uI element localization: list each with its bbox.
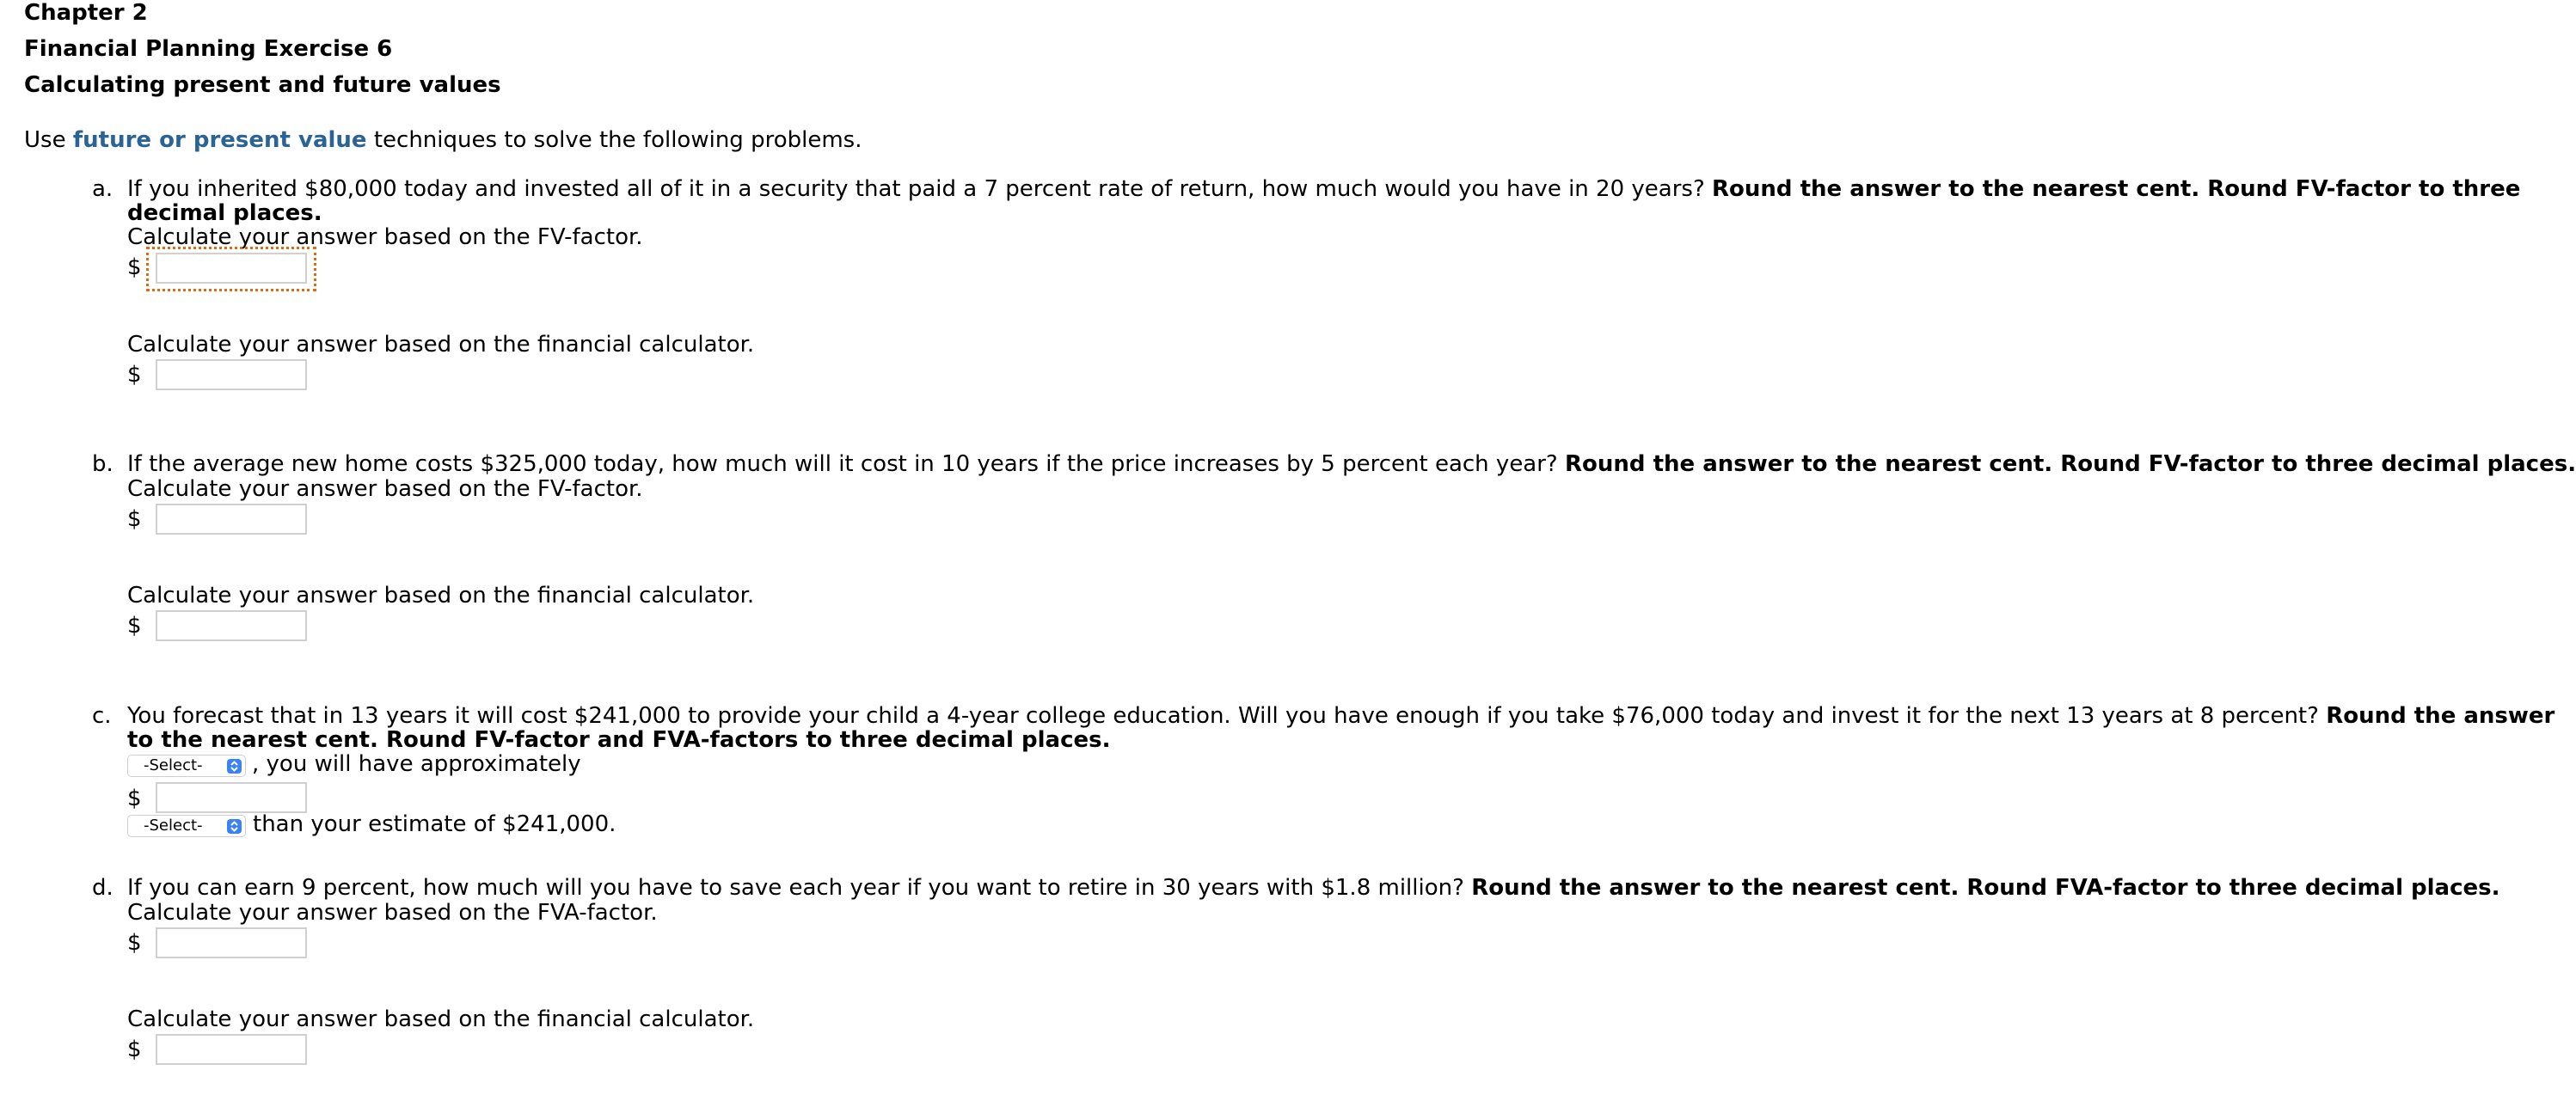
question-d-body: If you can earn 9 percent, how much will you have to save each year if you want to retire in 30 years with $1.8 million?: [127, 875, 1464, 901]
question-d-prompt-calc: Calculate your answer based on the financial calculator.: [127, 1006, 755, 1032]
question-a-calculator-input[interactable]: [156, 359, 307, 390]
question-a-prompt-factor: Calculate your answer based on the FV-factor.: [127, 224, 643, 250]
question-d-calculator-input[interactable]: [156, 1034, 307, 1065]
question-c-instruction: Round the answer: [2326, 703, 2555, 729]
topic-title: Calculating present and future values: [24, 72, 501, 98]
chevron-up-down-icon: [227, 759, 242, 774]
question-b-calculator-input[interactable]: [156, 610, 307, 641]
future-present-value-link[interactable]: future or present value: [72, 127, 367, 153]
question-b-text: [127, 451, 2576, 477]
question-b-letter: b.: [92, 451, 113, 477]
question-a-fv-factor-input[interactable]: [156, 253, 307, 284]
chevron-up-down-icon: [227, 819, 242, 834]
question-c-letter: c.: [92, 703, 112, 729]
question-c-text: [127, 703, 2555, 729]
currency-symbol: $: [127, 613, 142, 639]
question-a-body: If you inherited $80,000 today and invested all of it in a security that paid a 7 percent rate of return, how much would you have in 20 years?: [127, 176, 1705, 202]
currency-symbol: $: [127, 786, 142, 811]
currency-symbol: $: [127, 1037, 142, 1062]
question-c-comparison-select[interactable]: [127, 815, 246, 837]
currency-symbol: $: [127, 930, 142, 956]
question-b-instruction: Round the answer to the nearest cent. Round FV-factor to three decimal places.: [1565, 451, 2576, 477]
question-c-instruction-cont: to the nearest cent. Round FV-factor and FVA-factors to three decimal places.: [127, 727, 1111, 753]
question-c-after-select-2: than your estimate of $241,000.: [253, 811, 616, 837]
exercise-title: Financial Planning Exercise 6: [24, 36, 393, 62]
select-value: -Select-: [144, 817, 203, 835]
question-a-text: [127, 176, 2520, 202]
question-b-prompt-factor: Calculate your answer based on the FV-factor.: [127, 476, 643, 502]
question-a-prompt-calc: Calculate your answer based on the financial calculator.: [127, 332, 755, 358]
currency-symbol: $: [127, 254, 142, 280]
question-d-fva-factor-input[interactable]: [156, 927, 307, 958]
intro-suffix: techniques to solve the following problems.: [366, 127, 862, 153]
question-d-prompt-factor: Calculate your answer based on the FVA-factor.: [127, 900, 658, 926]
question-c-amount-input[interactable]: [156, 782, 307, 813]
question-b-prompt-calc: Calculate your answer based on the financial calculator.: [127, 583, 755, 609]
chapter-title: Chapter 2: [24, 0, 148, 26]
currency-symbol: $: [127, 362, 142, 388]
question-a-letter: a.: [92, 176, 113, 202]
question-d-letter: d.: [92, 875, 113, 901]
question-c-body: You forecast that in 13 years it will cost $241,000 to provide your child a 4-year college education. Will you have enough if you take $76,000 today and invest it for the next 13 years at 8 percent?: [127, 703, 2319, 729]
question-b-body: If the average new home costs $325,000 today, how much will it cost in 10 years if the price increases by 5 percent each year?: [127, 451, 1558, 477]
question-d-instruction: Round the answer to the nearest cent. Round FVA-factor to three decimal places.: [1471, 875, 2500, 901]
question-a-instruction-cont: decimal places.: [127, 200, 322, 226]
question-b-fv-factor-input[interactable]: [156, 504, 307, 535]
intro-prefix: Use: [24, 127, 73, 153]
question-c-after-select-1: , you will have approximately: [252, 751, 581, 777]
intro-text: [24, 127, 862, 153]
question-d-text: [127, 875, 2500, 901]
select-value: -Select-: [144, 756, 203, 774]
currency-symbol: $: [127, 506, 142, 532]
question-a-instruction: Round the answer to the nearest cent. Round FV-factor to three: [1712, 176, 2521, 202]
question-c-enough-select[interactable]: [127, 755, 246, 777]
